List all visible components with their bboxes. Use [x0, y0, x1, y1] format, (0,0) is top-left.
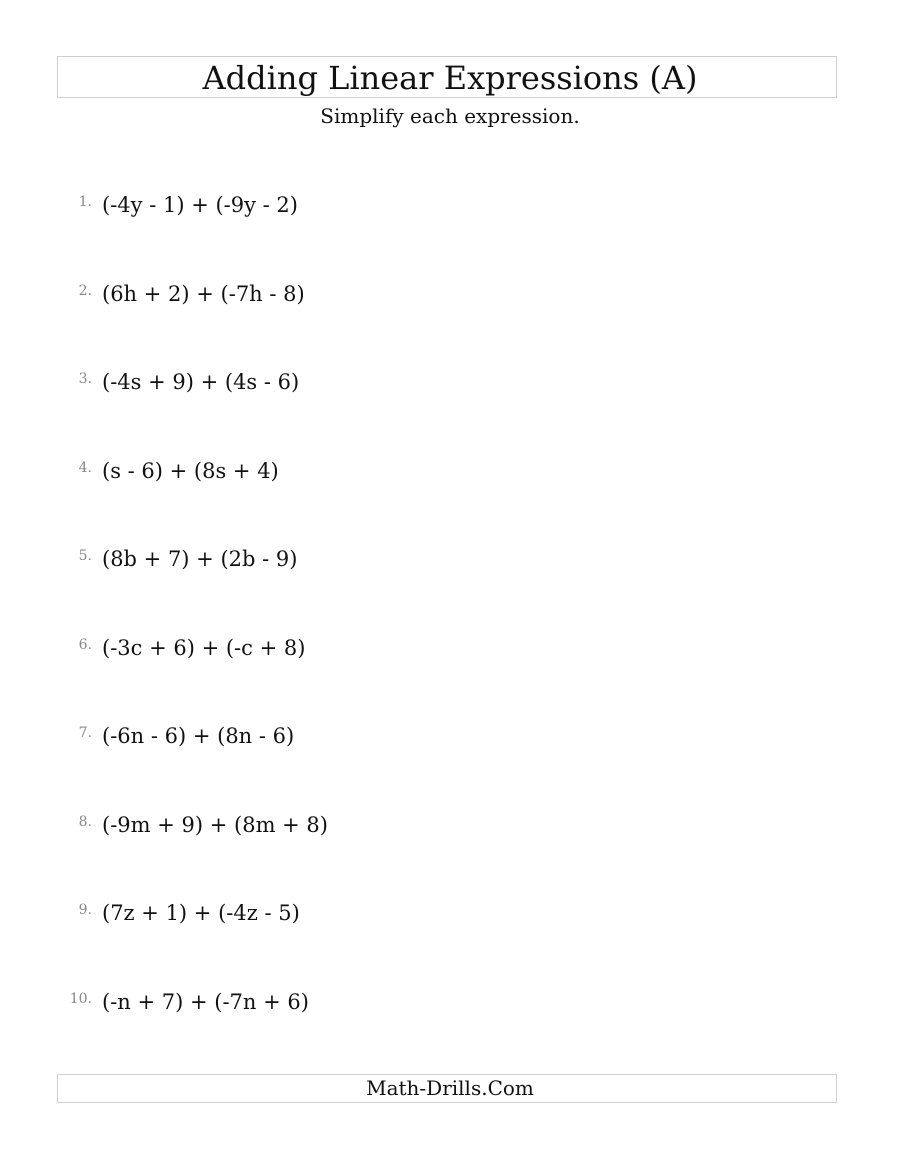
problem-expression: (8b + 7) + (2b - 9)	[102, 547, 298, 571]
problem-expression: (-n + 7) + (-7n + 6)	[102, 990, 309, 1014]
problem-number: 10.	[69, 991, 92, 1007]
problem-expression: (s - 6) + (8s + 4)	[102, 459, 279, 483]
problem-number: 9.	[78, 902, 92, 918]
problem-item	[0, 810, 600, 840]
page-title: Adding Linear Expressions (A)	[202, 59, 698, 97]
problem-item	[0, 367, 600, 397]
problem-number: 2.	[78, 283, 92, 299]
problem-item	[0, 544, 600, 574]
problem-number: 7.	[78, 725, 92, 741]
problem-expression: (-4s + 9) + (4s - 6)	[102, 370, 300, 394]
problem-number: 6.	[78, 637, 92, 653]
problem-number: 3.	[78, 371, 92, 387]
problem-number: 8.	[78, 814, 92, 830]
problem-expression: (-4y - 1) + (-9y - 2)	[102, 193, 298, 217]
instructions: Simplify each expression.	[320, 104, 580, 128]
problem-item	[0, 633, 600, 663]
problem-item	[0, 190, 600, 220]
problem-expression: (7z + 1) + (-4z - 5)	[102, 901, 300, 925]
problem-item	[0, 987, 600, 1017]
problem-expression: (-9m + 9) + (8m + 8)	[102, 813, 328, 837]
problem-item	[0, 721, 600, 751]
problem-item	[0, 456, 600, 486]
problem-number: 5.	[78, 548, 92, 564]
problem-expression: (-6n - 6) + (8n - 6)	[102, 724, 295, 748]
problem-expression: (6h + 2) + (-7h - 8)	[102, 282, 305, 306]
problem-expression: (-3c + 6) + (-c + 8)	[102, 636, 306, 660]
problem-number: 1.	[78, 194, 92, 210]
footer-site-name: Math-Drills.Com	[366, 1076, 534, 1100]
problem-item	[0, 279, 600, 309]
problem-item	[0, 898, 600, 928]
problem-number: 4.	[78, 460, 92, 476]
